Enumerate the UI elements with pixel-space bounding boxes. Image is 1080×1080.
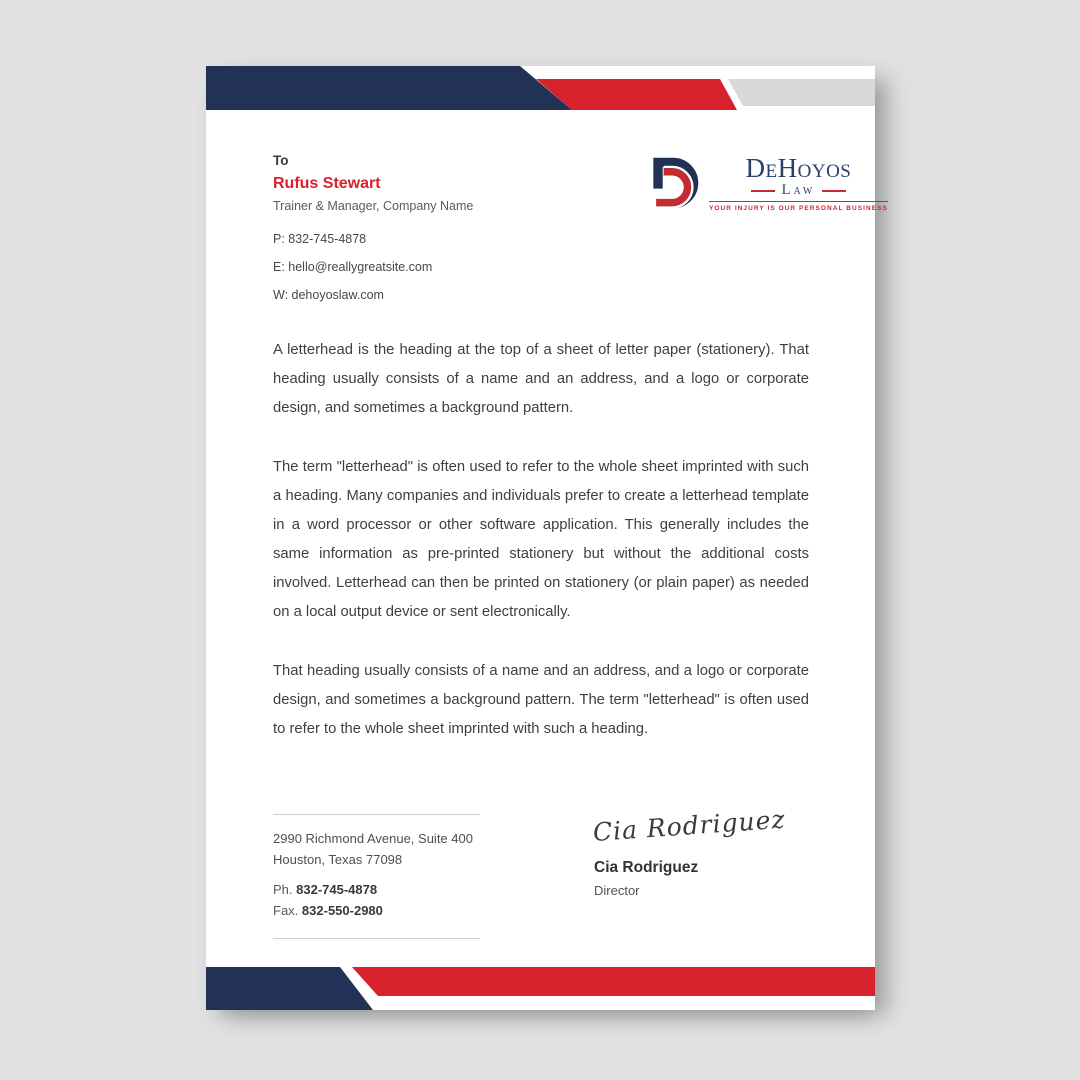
law-right-dash [822, 190, 846, 192]
phone-number: 832-745-4878 [296, 882, 378, 897]
fax-number: 832-550-2980 [301, 903, 383, 918]
law-left-dash [751, 190, 775, 192]
address-line-2: Houston, Texas 77098 [273, 852, 403, 867]
top-navy-stripe [206, 66, 572, 110]
recipient-email: E: hello@reallygreatsite.com [273, 260, 433, 274]
letterhead-page [206, 66, 888, 1010]
bottom-navy-stripe [206, 967, 373, 1010]
paragraph-2: The term "letterhead" is often used to refer to the whole sheet imprinted with such a heading. Many companies and individuals prefer to create a letterhead template in a word processor or other software application. This generally includes the same information as pre-printed stationery but without the additional costs involved. Letterhead can then be printed on stationery (or plain paper) as needed on a local output device or sent electronically. [273, 459, 809, 620]
sender-address-block [273, 814, 480, 939]
fax-line [273, 900, 480, 921]
logo-law-text: Law [781, 182, 816, 198]
paragraph-3: That heading usually consists of a name and an address, and a logo or corporate design, and sometimes a background pattern. The term "letterhead" is often used to refer to the whole sheet imprinted with such a heading. [273, 663, 809, 737]
logo-wordmark: DeHoyos [745, 153, 852, 183]
to-label: To [273, 153, 289, 168]
fax-label: Fax. [273, 903, 299, 918]
top-banner-graphic [206, 66, 875, 110]
paragraph-1: A letterhead is the heading at the top of a sheet of letter paper (stationery). That heading usually consists of a name and an address, and a logo or corporate design, and sometimes a background pattern. [273, 342, 809, 416]
logo-tagline: YOUR INJURY IS OUR PERSONAL BUSINESS [709, 205, 888, 212]
logo-divider-rule [709, 201, 888, 202]
phone-fax-block [273, 879, 480, 921]
bottom-red-stripe [352, 967, 875, 996]
recipient-phone: P: 832-745-4878 [273, 232, 367, 246]
letter-body [273, 336, 809, 774]
phone-label: Ph. [273, 882, 293, 897]
phone-line [273, 879, 480, 900]
recipient-block [273, 152, 473, 315]
signer-name: Cia Rodriguez [594, 859, 699, 876]
top-gray-stripe [728, 79, 875, 106]
company-logo [644, 154, 888, 212]
dehoyos-monogram-icon [644, 154, 702, 212]
recipient-name: Rufus Stewart [273, 175, 381, 192]
recipient-contact-list [273, 231, 473, 303]
recipient-title: Trainer & Manager, Company Name [273, 199, 474, 213]
bottom-banner-graphic [206, 966, 875, 1010]
recipient-website: W: dehoyoslaw.com [273, 288, 384, 302]
logo-text-block [709, 154, 888, 212]
signer-role: Director [594, 883, 640, 898]
signature-block [591, 804, 787, 898]
logo-law-row [709, 183, 888, 198]
address-line-1: 2990 Richmond Avenue, Suite 400 [273, 831, 473, 846]
handwritten-signature: Cia Rodriguez [591, 804, 787, 847]
